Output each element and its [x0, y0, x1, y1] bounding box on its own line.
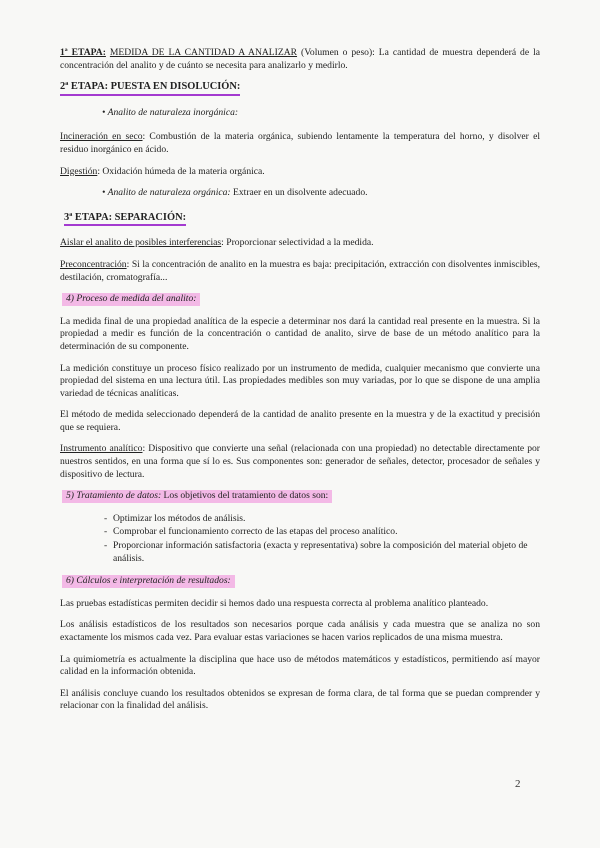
section4-paragraph-4 [60, 443, 540, 481]
incineracion-text: : Combustión de la materia orgánica, subiendo lentamente la temperatura del horno, y disolver el residuo inorgánico en ácido. [60, 131, 541, 155]
section5-title-rest: Los objetivos del tratamiento de datos son: [161, 490, 329, 502]
section4-paragraph-1: La medida final de una propiedad analítica de la especie a determinar nos dará la cantidad real presente en la muestra. Si la propiedad a medir es función de la concentración o cantidad de analito, sirve de base de un método analítico para la determinación de su componente. [60, 315, 540, 352]
list-item: - Comprobar el funcionamiento correcto de las etapas del proceso analítico. [104, 526, 540, 539]
section5-title-box [62, 490, 332, 503]
section6-paragraph-1: Las pruebas estadísticas permiten decidir si hemos dado una respuesta correcta al problema analítico planteado. [60, 597, 489, 609]
section4-heading [60, 293, 540, 306]
preconcentracion-paragraph [60, 259, 540, 284]
section4-title: 4) Proceso de medida del analito: [62, 293, 200, 306]
etapa3-heading-text: 3ª ETAPA: SEPARACIÓN: [64, 212, 186, 227]
section4-paragraph-2: La medición constituye un proceso físico realizado por un instrumento de medida, cualquier mecanismo que convierte una propiedad del sistema en una lectura útil. Las propiedades medibles son muy variadas, por lo que se dispone de una amplia variedad de técnicas analíticas. [60, 362, 540, 399]
section5-list [104, 513, 540, 565]
list-item: - Proporcionar información satisfactoria (exacta y representativa) sobre la composición del material objeto de análisis. [104, 540, 540, 565]
section6-paragraph-4: El análisis concluye cuando los resultados obtenidos se expresan de forma clara, de tal forma que se puedan comprender y relacionar con la finalidad del análisis. [60, 687, 540, 712]
digestion-paragraph [60, 166, 540, 179]
section6-paragraph-3: La quimiometría es actualmente la disciplina que hace uso de métodos matemáticos y estadísticos, permitiendo así mayor calidad en la información obtenida. [60, 653, 540, 678]
etapa1-text: (Volumen o peso): La cantidad de muestra dependerá de la concentración del analito y de cuánto se necesita para analizarlo y medirlo. [60, 47, 540, 71]
etapa2-heading-text: 2ª ETAPA: PUESTA EN DISOLUCIÓN: [60, 81, 240, 96]
incineracion-paragraph [60, 131, 540, 156]
section5-title: 5) Tratamiento de datos: [66, 490, 162, 502]
etapa1-paragraph [60, 47, 540, 72]
incineracion-label: Incineración en seco [60, 131, 143, 143]
section6-heading [60, 575, 540, 588]
document-body [60, 47, 540, 722]
etapa2-heading [60, 81, 540, 96]
etapa1-title: MEDIDA DE LA CANTIDAD A ANALIZAR [109, 47, 298, 58]
instrumento-text: : Dispositivo que convierte una señal (relacionada con una propiedad) no detectable directamente por nuestros sentidos, en una forma que sí lo es. Sus componentes son: generador de señales, detector, procesador de señales y dispositivo de lectura. [60, 443, 540, 480]
etapa3-heading [64, 212, 540, 227]
bullet-inorganic-text: Analito de naturaleza inorgánica: [107, 106, 239, 118]
list-item: - Optimizar los métodos de análisis. [104, 513, 540, 526]
precon-label: Preconcentración [60, 258, 127, 270]
etapa1-label: 1ª ETAPA: [60, 47, 106, 58]
section6-paragraph-2: Los análisis estadísticos de los resultados son necesarios porque cada análisis y cada muestra que se analiza no son exactamente los mismos cada vez. Para evaluar estas variaciones se hacen varios replicados de una misma muestra. [60, 619, 540, 643]
digestion-label: Digestión [60, 165, 98, 177]
instrumento-label: Instrumento analítico [60, 443, 143, 455]
digestion-text: : Oxidación húmeda de la materia orgánica. [97, 165, 265, 177]
section5-heading [60, 490, 540, 503]
precon-text: : Si la concentración de analito en la muestra es baja: precipitación, extracción con disolventes inmiscibles, destilación, cromatografía... [60, 258, 540, 283]
bullet-organic-text: Analito de naturaleza orgánica: [107, 187, 231, 199]
etapa2-bullet-organic: • Analito de naturaleza orgánica: Extraer en un disolvente adecuado. [102, 187, 368, 199]
aislar-label: Aislar el analito de posibles interferencias [60, 237, 222, 249]
bullet-organic-rest: Extraer en un disolvente adecuado. [230, 187, 368, 199]
etapa2-bullet-inorganic: • Analito de naturaleza inorgánica: [102, 106, 239, 118]
aislar-text: : Proporcionar selectividad a la medida. [221, 237, 374, 249]
section4-paragraph-3: El método de medida seleccionado dependerá de la cantidad de analito presente en la muestra y de la exactitud y precisión que se requiera. [60, 409, 540, 433]
section6-title: 6) Cálculos e interpretación de resultados: [62, 575, 235, 588]
aislar-paragraph [60, 237, 540, 250]
page-number: 2 [515, 778, 521, 790]
